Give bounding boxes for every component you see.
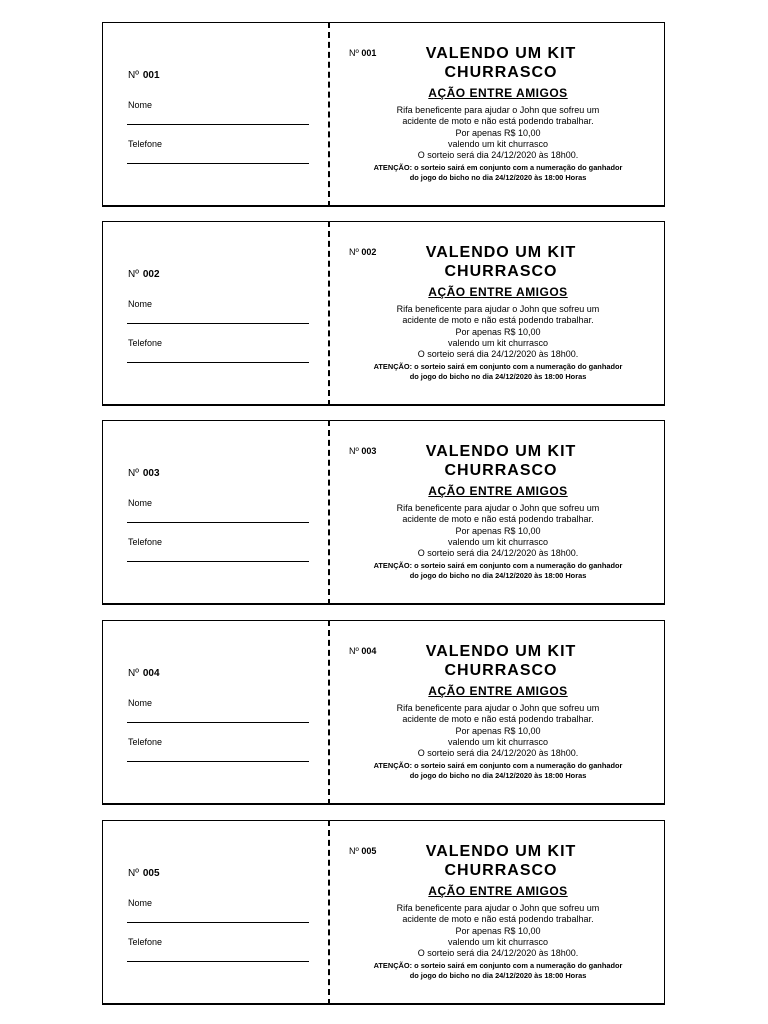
- ticket-title: VALENDO UM KIT CHURRASCO: [425, 843, 577, 879]
- ticket-description: Rifa beneficente para ajudar o John que sofreu um acidente de moto e não está podendo trabalhar. Por apenas R$ 10,00 valendo um kit churrasco O sorteio será dia 24/12/2020 às 18h00.: [396, 503, 600, 559]
- stub-phone-line: [127, 163, 309, 164]
- ticket-subtitle: AÇÃO ENTRE AMIGOS: [428, 285, 568, 299]
- raffle-ticket: [102, 221, 665, 406]
- ticket-description: Rifa beneficente para ajudar o John que sofreu um acidente de moto e não está podendo trabalhar. Por apenas R$ 10,00 valendo um kit churrasco O sorteio será dia 24/12/2020 às 18h00.: [396, 105, 600, 161]
- stub-name-label: Nome: [128, 498, 153, 508]
- stub-phone-label: Telefone: [128, 737, 163, 747]
- ticket-subtitle: AÇÃO ENTRE AMIGOS: [428, 86, 568, 100]
- ticket-number: Nº 004: [349, 646, 377, 656]
- stub-phone-label: Telefone: [128, 139, 163, 149]
- stub-phone-label: Telefone: [128, 537, 163, 547]
- ticket-number: Nº 005: [349, 846, 377, 856]
- ticket-attention-note: ATENÇÃO: o sorteio sairá em conjunto com a numeração do ganhador do jogo do bicho no dia 24/12/2020 às 18:00 Horas: [373, 362, 623, 381]
- ticket-attention-note: ATENÇÃO: o sorteio sairá em conjunto com a numeração do ganhador do jogo do bicho no dia 24/12/2020 às 18:00 Horas: [373, 561, 623, 580]
- raffle-ticket: [102, 420, 665, 605]
- stub-phone-line: [127, 961, 309, 962]
- perforation-line: [328, 620, 330, 805]
- stub-phone-line: [127, 761, 309, 762]
- ticket-attention-note: ATENÇÃO: o sorteio sairá em conjunto com a numeração do ganhador do jogo do bicho no dia 24/12/2020 às 18:00 Horas: [373, 961, 623, 980]
- stub-number: Nº 001: [128, 70, 160, 81]
- stub-name-label: Nome: [128, 299, 153, 309]
- ticket-description: Rifa beneficente para ajudar o John que sofreu um acidente de moto e não está podendo trabalhar. Por apenas R$ 10,00 valendo um kit churrasco O sorteio será dia 24/12/2020 às 18h00.: [396, 703, 600, 759]
- ticket-number: Nº 001: [349, 48, 377, 58]
- ticket-number: Nº 002: [349, 247, 377, 257]
- ticket-attention-note: ATENÇÃO: o sorteio sairá em conjunto com a numeração do ganhador do jogo do bicho no dia 24/12/2020 às 18:00 Horas: [373, 761, 623, 780]
- ticket-subtitle: AÇÃO ENTRE AMIGOS: [428, 884, 568, 898]
- raffle-ticket: [102, 22, 665, 207]
- stub-phone-label: Telefone: [128, 937, 163, 947]
- stub-phone-line: [127, 362, 309, 363]
- perforation-line: [328, 22, 330, 207]
- ticket-subtitle: AÇÃO ENTRE AMIGOS: [428, 484, 568, 498]
- perforation-line: [328, 820, 330, 1005]
- stub-name-label: Nome: [128, 898, 153, 908]
- stub-name-line: [127, 522, 309, 523]
- ticket-title: VALENDO UM KIT CHURRASCO: [425, 45, 577, 81]
- ticket-description: Rifa beneficente para ajudar o John que sofreu um acidente de moto e não está podendo trabalhar. Por apenas R$ 10,00 valendo um kit churrasco O sorteio será dia 24/12/2020 às 18h00.: [396, 304, 600, 360]
- ticket-title: VALENDO UM KIT CHURRASCO: [425, 244, 577, 280]
- stub-name-line: [127, 323, 309, 324]
- stub-number: Nº 002: [128, 269, 160, 280]
- stub-phone-label: Telefone: [128, 338, 163, 348]
- stub-name-line: [127, 124, 309, 125]
- perforation-line: [328, 420, 330, 605]
- ticket-description: Rifa beneficente para ajudar o John que sofreu um acidente de moto e não está podendo trabalhar. Por apenas R$ 10,00 valendo um kit churrasco O sorteio será dia 24/12/2020 às 18h00.: [396, 903, 600, 959]
- ticket-title: VALENDO UM KIT CHURRASCO: [425, 643, 577, 679]
- perforation-line: [328, 221, 330, 406]
- raffle-ticket: [102, 820, 665, 1005]
- stub-number: Nº 003: [128, 468, 160, 479]
- stub-name-line: [127, 922, 309, 923]
- raffle-ticket: [102, 620, 665, 805]
- stub-name-line: [127, 722, 309, 723]
- ticket-attention-note: ATENÇÃO: o sorteio sairá em conjunto com a numeração do ganhador do jogo do bicho no dia 24/12/2020 às 18:00 Horas: [373, 163, 623, 182]
- ticket-title: VALENDO UM KIT CHURRASCO: [425, 443, 577, 479]
- stub-name-label: Nome: [128, 100, 153, 110]
- stub-name-label: Nome: [128, 698, 153, 708]
- stub-phone-line: [127, 561, 309, 562]
- stub-number: Nº 005: [128, 868, 160, 879]
- stub-number: Nº 004: [128, 668, 160, 679]
- ticket-subtitle: AÇÃO ENTRE AMIGOS: [428, 684, 568, 698]
- ticket-number: Nº 003: [349, 446, 377, 456]
